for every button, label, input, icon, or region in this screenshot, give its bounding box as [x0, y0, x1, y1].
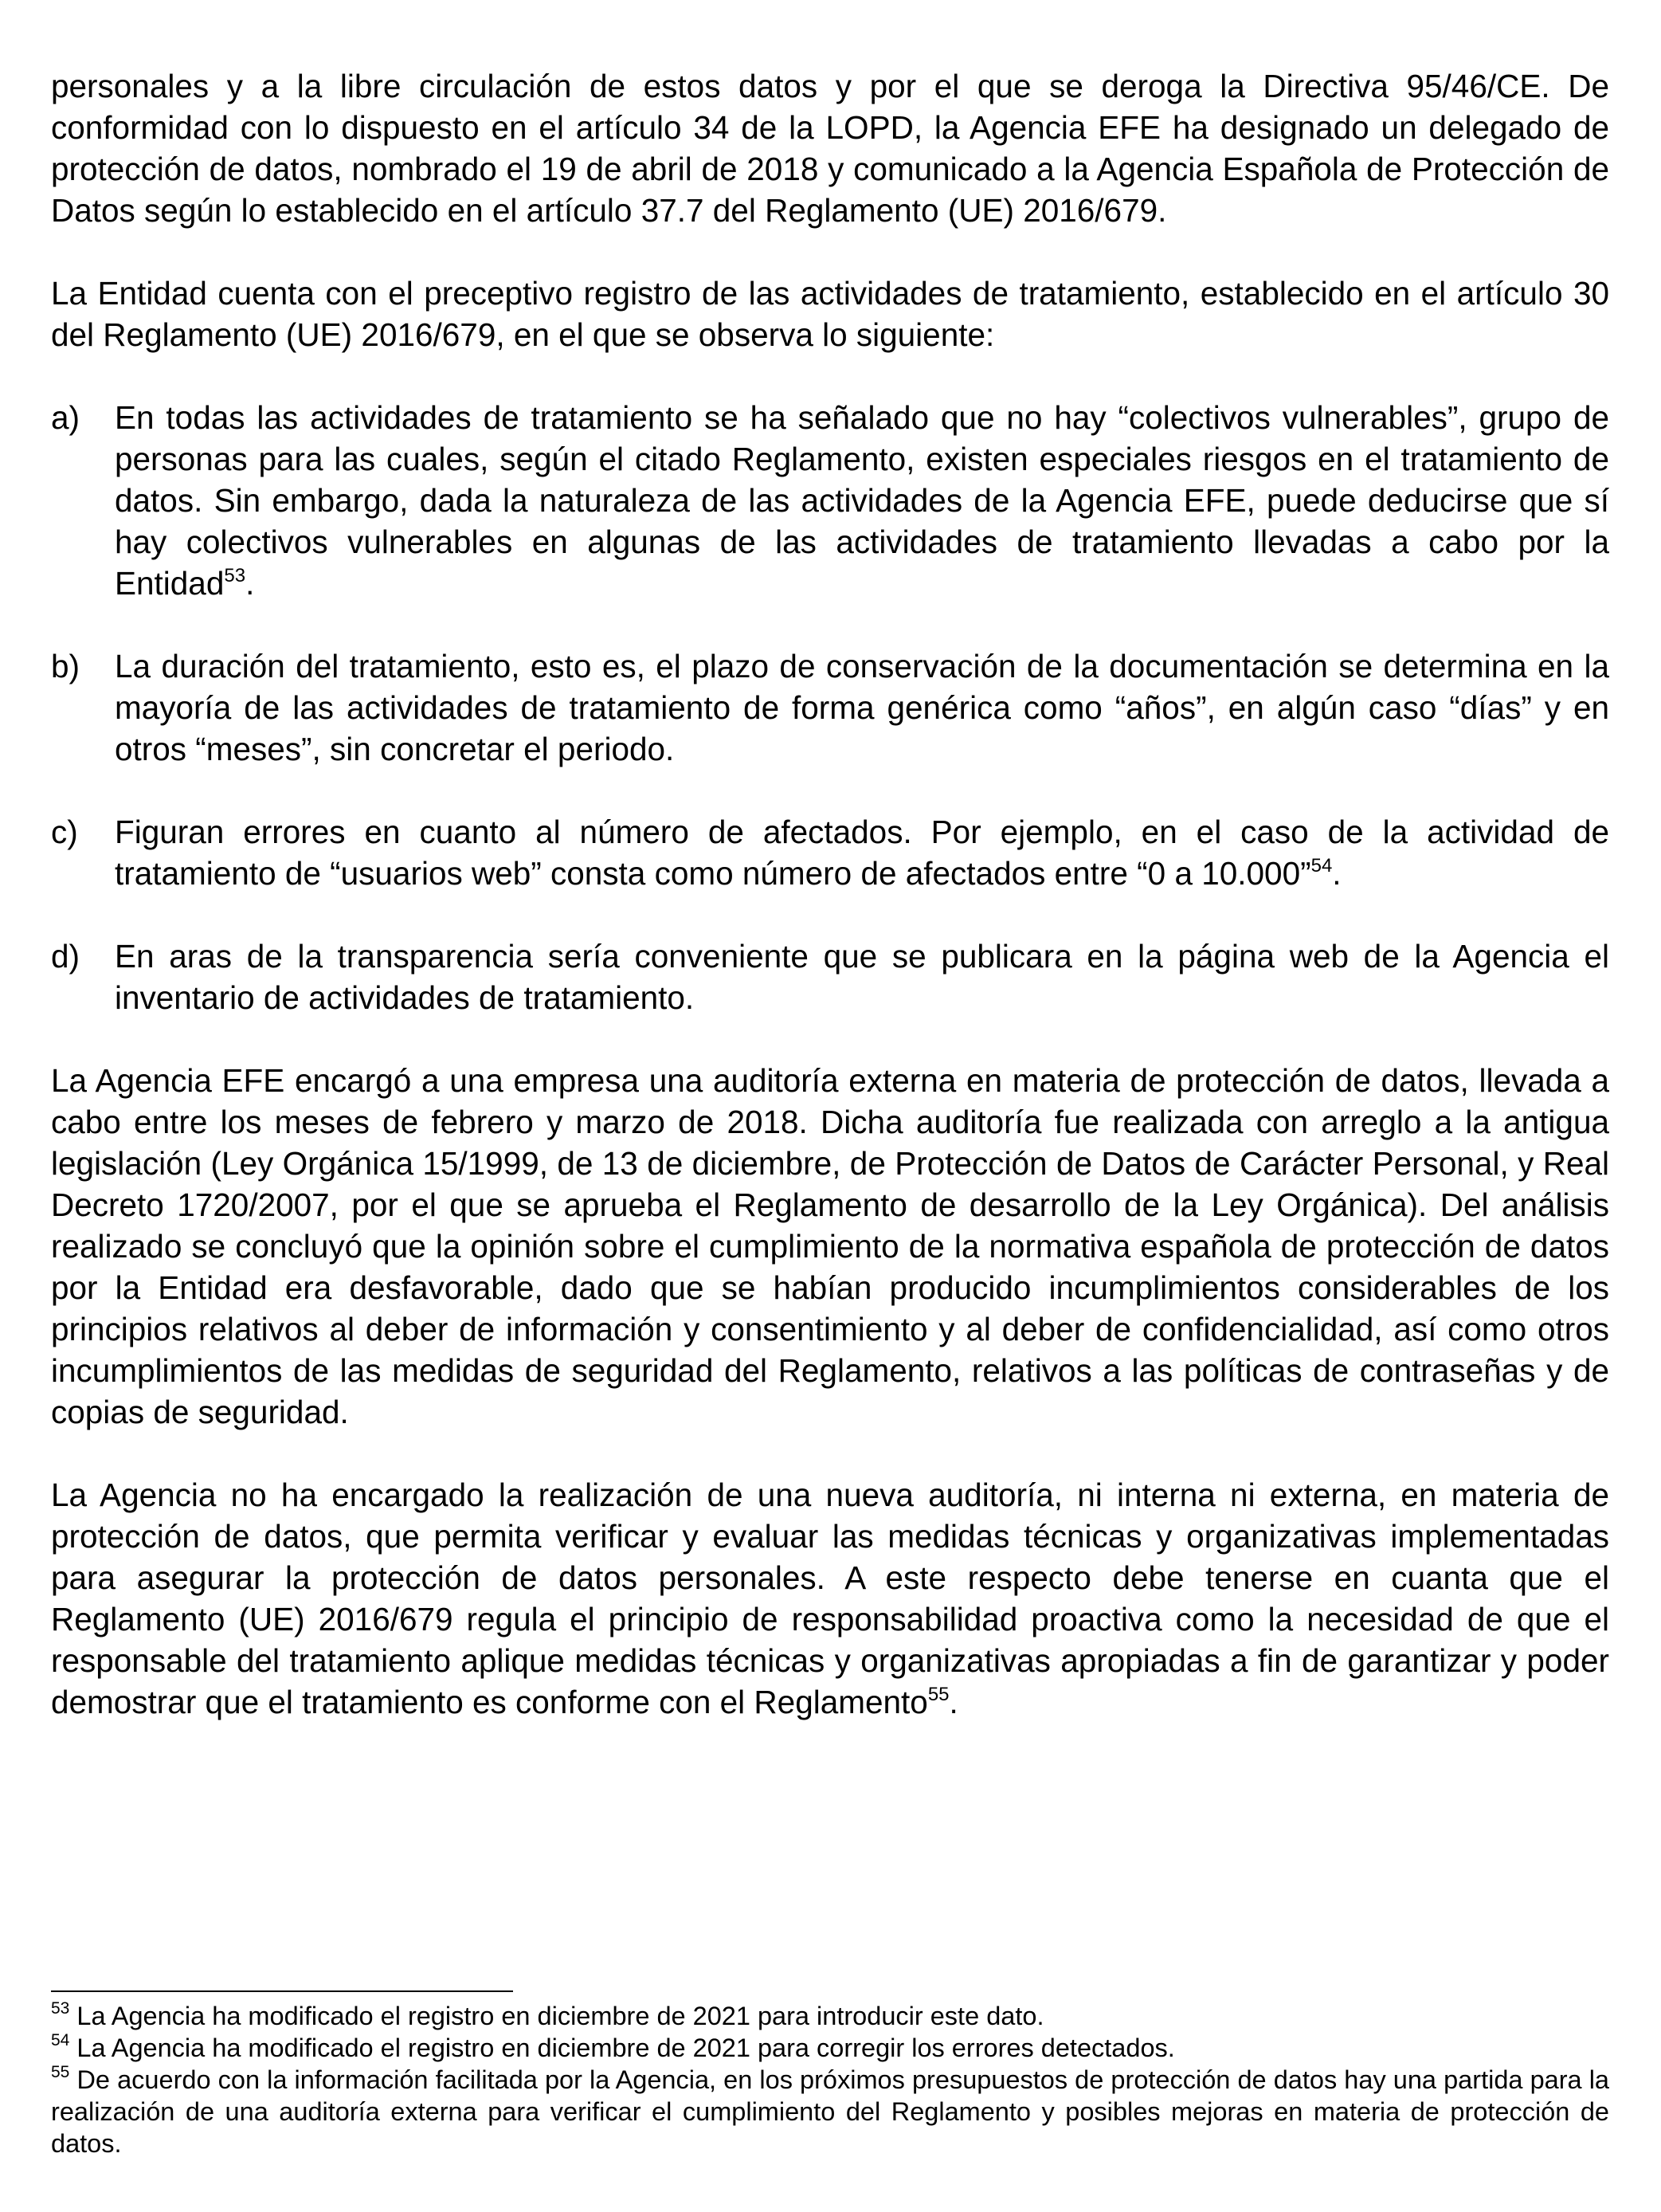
footnote-55: [51, 2064, 1609, 2159]
footnote-number: 54: [51, 2031, 70, 2050]
list-item-text: La duración del tratamiento, esto es, el plazo de conservación de la documentación se determina en la mayoría de las actividades de tratamiento de forma genérica como “años”, en algún caso “días” y en otros “meses”, sin concretar el periodo.: [115, 648, 1609, 767]
paragraph-new-audit: [51, 1474, 1609, 1723]
paragraph-audit: [51, 1060, 1609, 1433]
list-marker: a): [51, 399, 80, 436]
findings-list: [51, 397, 1609, 1018]
list-marker: d): [51, 938, 80, 975]
footnote-ref-54[interactable]: 54: [1310, 854, 1333, 877]
list-item-c: [51, 811, 1609, 894]
paragraph-text: La Agencia no ha encargado la realización de una nueva auditoría, ni interna ni externa, en materia de protección de datos, que permita verificar y evaluar las medidas técnicas y organizativas implementadas para asegurar la protección de datos personales. A este respecto debe tenerse en cuanta que el Reglamento (UE) 2016/679 regula el principio de responsabilidad proactiva como la necesidad de que el responsable del tratamiento aplique medidas técnicas y organizativas apropiadas a fin de garantizar y poder demostrar que el tratamiento es conforme con el Reglamento: [51, 1477, 1609, 1720]
list-item-end: .: [245, 565, 255, 602]
paragraph-dpo: [51, 65, 1609, 231]
list-marker: b): [51, 648, 80, 684]
list-marker: c): [51, 814, 78, 850]
paragraph-text: personales y a la libre circulación de estos datos y por el que se deroga la Directiva 95/46/CE. De conformidad con lo dispuesto en el artículo 34 de la LOPD, la Agencia EFE ha designado un delegado de protección de datos, nombrado el 19 de abril de 2018 y comunicado a la Agencia Española de Protección de Datos según lo establecido en el artículo 37.7 del Reglamento (UE) 2016/679.: [51, 68, 1609, 229]
footnote-separator: [51, 1990, 513, 1992]
list-item-b: [51, 645, 1609, 770]
footnote-number: 55: [51, 2063, 70, 2082]
paragraph-end: .: [949, 1684, 958, 1720]
footnote-ref-55[interactable]: 55: [927, 1683, 950, 1705]
paragraph-text: La Entidad cuenta con el preceptivo registro de las actividades de tratamiento, establecido en el artículo 30 del Reglamento (UE) 2016/679, en el que se observa lo siguiente:: [51, 275, 1609, 353]
footnote-text: La Agencia ha modificado el registro en diciembre de 2021 para introducir este dato.: [76, 2002, 1044, 2030]
footnote-number: 53: [51, 1999, 70, 2018]
footnotes: [51, 1990, 1609, 2159]
list-item-text: En todas las actividades de tratamiento se ha señalado que no hay “colectivos vulnerables”, grupo de personas para las cuales, según el citado Reglamento, existen especiales riesgos en el tratamiento de datos. Sin embargo, dada la naturaleza de las actividades de la Agencia EFE, puede deducirse que sí hay colectivos vulnerables en algunas de las actividades de tratamiento llevadas a cabo por la Entidad: [115, 399, 1609, 602]
paragraph-text: La Agencia EFE encargó a una empresa una auditoría externa en materia de protección de datos, llevada a cabo entre los meses de febrero y marzo de 2018. Dicha auditoría fue realizada con arreglo a la antigua legislación (Ley Orgánica 15/1999, de 13 de diciembre, de Protección de Datos de Carácter Personal, y Real Decreto 1720/2007, por el que se aprueba el Reglamento de desarrollo de la Ley Orgánica). Del análisis realizado se concluyó que la opinión sobre el cumplimiento de la normativa española de protección de datos por la Entidad era desfavorable, dado que se habían producido incumplimientos considerables de los principios relativos al deber de información y consentimiento y al deber de confidencialidad, así como otros incumplimientos de las medidas de seguridad del Reglamento, relativos a las políticas de contraseñas y de copias de seguridad.: [51, 1062, 1609, 1430]
footnote-text: De acuerdo con la información facilitada por la Agencia, en los próximos presupuestos de protección de datos hay una partida para la realización de una auditoría externa para verificar el cumplimiento del Reglamento y posibles mejoras en materia de protección de datos.: [51, 2065, 1609, 2158]
footnote-53: [51, 2000, 1609, 2032]
footnote-text: La Agencia ha modificado el registro en diciembre de 2021 para corregir los errores detectados.: [76, 2034, 1175, 2062]
paragraph-registry: [51, 273, 1609, 355]
list-item-d: [51, 935, 1609, 1018]
footnote-ref-53[interactable]: 53: [224, 564, 246, 586]
list-item-a: [51, 397, 1609, 604]
list-item-end: .: [1332, 855, 1342, 892]
list-item-text: En aras de la transparencia sería conveniente que se publicara en la página web de la Agencia el inventario de actividades de tratamiento.: [115, 938, 1609, 1016]
list-item-text: Figuran errores en cuanto al número de afectados. Por ejemplo, en el caso de la actividad de tratamiento de “usuarios web” consta como número de afectados entre “0 a 10.000”: [115, 814, 1609, 892]
document-body: [51, 65, 1609, 1764]
footnote-54: [51, 2032, 1609, 2064]
